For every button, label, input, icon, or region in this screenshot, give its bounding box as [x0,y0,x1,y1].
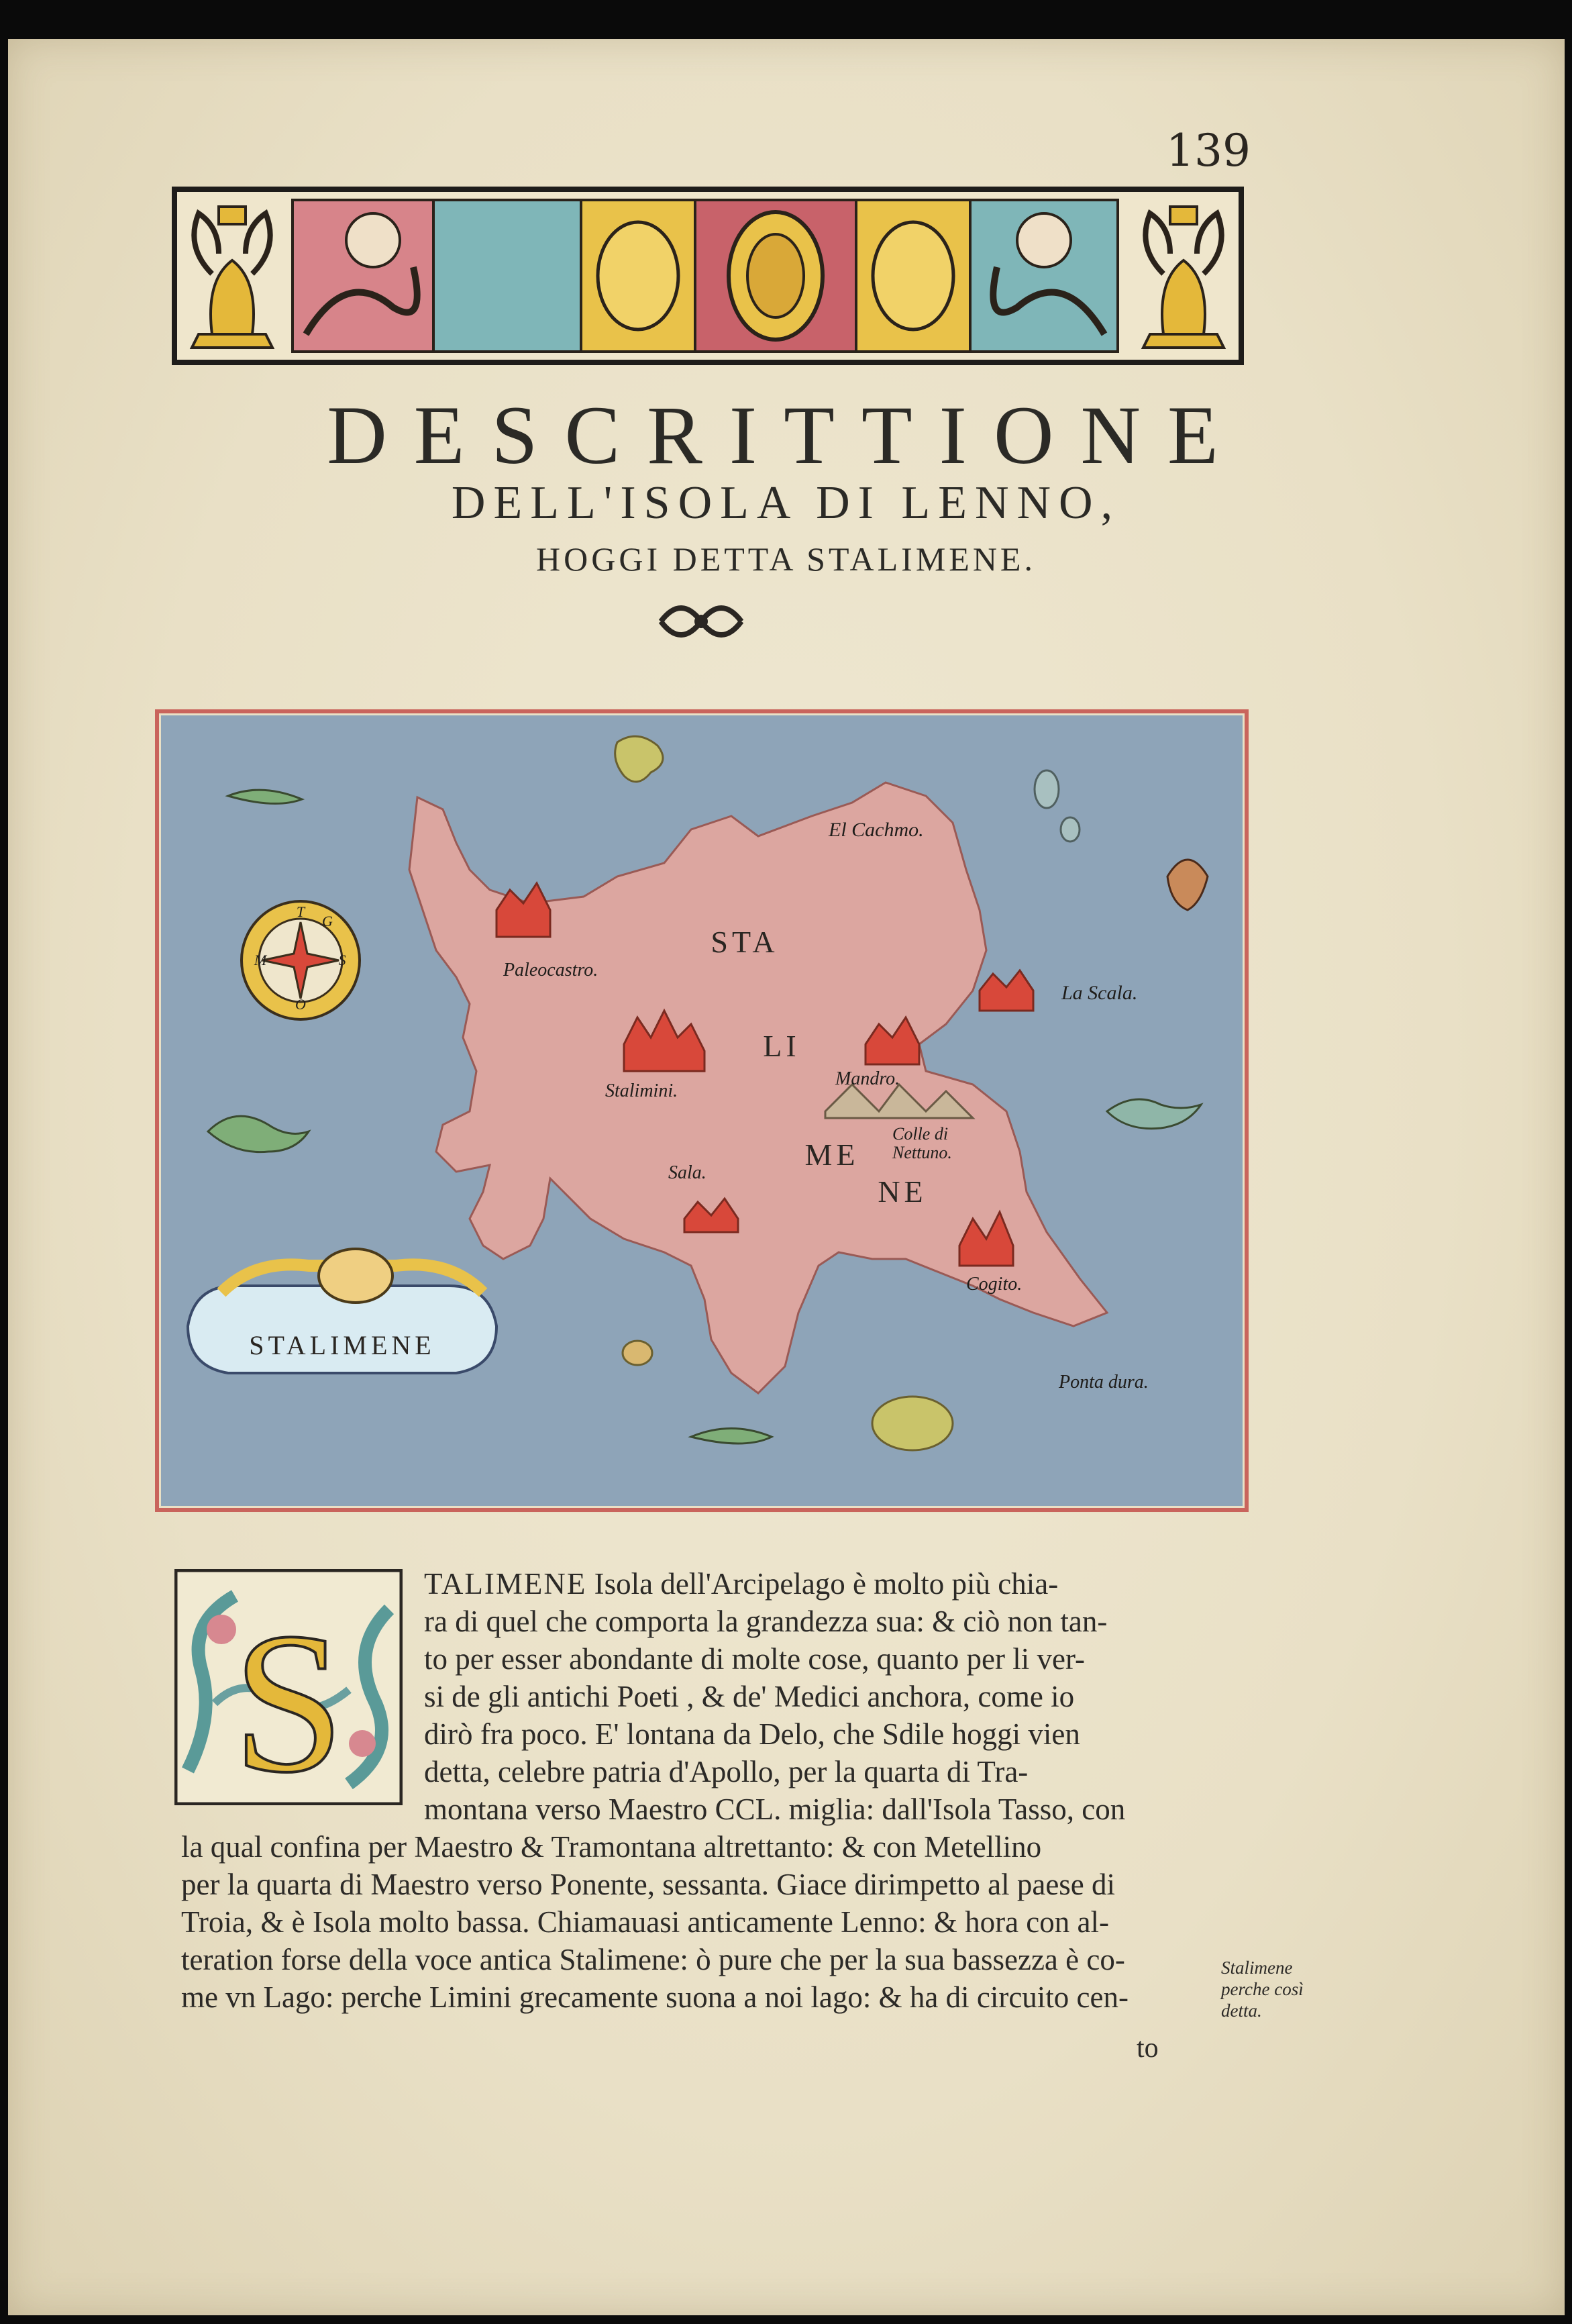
islet-south [623,1341,652,1365]
text-line-6: detta, celebre patria d'Apollo, per la quarta di Tra- [424,1755,1029,1788]
text-line-8: la qual confina per Maestro & Tramontana altrettanto: & con Metellino [181,1830,1042,1864]
text-line-10: Troia, & è Isola molto bassa. Chiamauasi anticamente Lenno: & hora con al- [181,1905,1109,1939]
text-line-5: dirò fra poco. E' lontana da Delo, che Sdile hoggi vien [424,1717,1080,1751]
map-panel [154,709,1249,1513]
text-line-1: TALIMENE Isola dell'Arcipelago è molto più chia- [424,1567,1059,1601]
place-cogito: Cogito. [966,1274,1023,1295]
place-ponta-dura: Ponta dura. [1059,1372,1149,1393]
margin-note-line-2: perche così [1221,1979,1304,1999]
islet-east-2 [1061,817,1080,842]
text-lead: TALIMENE [424,1567,587,1601]
margin-note [1221,1957,1355,2021]
island-name-sta: STA [711,925,779,959]
compass-letter-g: G [322,913,333,929]
margin-note-line-3: detta. [1221,2001,1262,2021]
islet-se [872,1397,953,1450]
place-paleocastro: Paleocastro. [503,960,598,980]
margin-note-line-1: Stalimene [1221,1958,1293,1978]
text-line-9: per la quarta di Maestro verso Ponente, sessanta. Giace dirimpetto al paese di [181,1868,1116,1901]
place-colle-line1: Colle di [892,1124,949,1144]
title-subtitle-2: HOGGI DETTA STALIMENE. [536,540,1036,578]
title-subtitle-1: DELL'ISOLA DI LENNO, [451,477,1121,529]
decorated-initial [174,1569,403,1805]
cartouche-title: STALIMENE [249,1330,435,1360]
text-line-11: teration forse della voce antica Stalimene: ò pure che per la sua bassezza è co- [181,1943,1125,1976]
text-line-12: me vn Lago: perche Limini grecamente suona a noi lago: & ha di circuito cen- [181,1980,1129,2014]
decorative-banner [172,187,1244,365]
compass-letter-m: M [254,952,267,968]
text-line-3: to per esser abondante di molte cose, quanto per li ver- [424,1642,1086,1676]
text-line-4: si de gli antichi Poeti , & de' Medici anchora, come io [424,1680,1075,1713]
text-line-7: montana verso Maestro CCL. miglia: dall'Isola Tasso, con [424,1792,1126,1826]
place-mandro: Mandro. [835,1068,900,1089]
islet-east-1 [1035,770,1059,808]
place-colle-line2: Nettuno. [892,1143,952,1162]
title-main: DESCRITTIONE [327,389,1245,481]
place-sala: Sala. [668,1162,706,1183]
catchword: to [1137,2033,1159,2064]
text-line-2: ra di quel che comporta la grandezza sua: & ciò non tan- [424,1605,1108,1638]
place-el-cachmo: El Cachmo. [829,819,924,841]
drop-cap-letter: S [232,1591,345,1805]
island-name-me: ME [804,1138,859,1172]
place-stalimini: Stalimini. [605,1080,678,1101]
compass-letter-s: S [338,952,346,968]
island-name-li: LI [763,1029,800,1063]
compass-letter-t: T [296,903,305,920]
island-name-ne: NE [878,1174,927,1209]
compass-letter-o: O [295,996,306,1013]
place-la-scala: La Scala. [1061,982,1138,1004]
page-number: 139 [1166,125,1251,176]
fleuron-ornament-icon [654,595,748,648]
